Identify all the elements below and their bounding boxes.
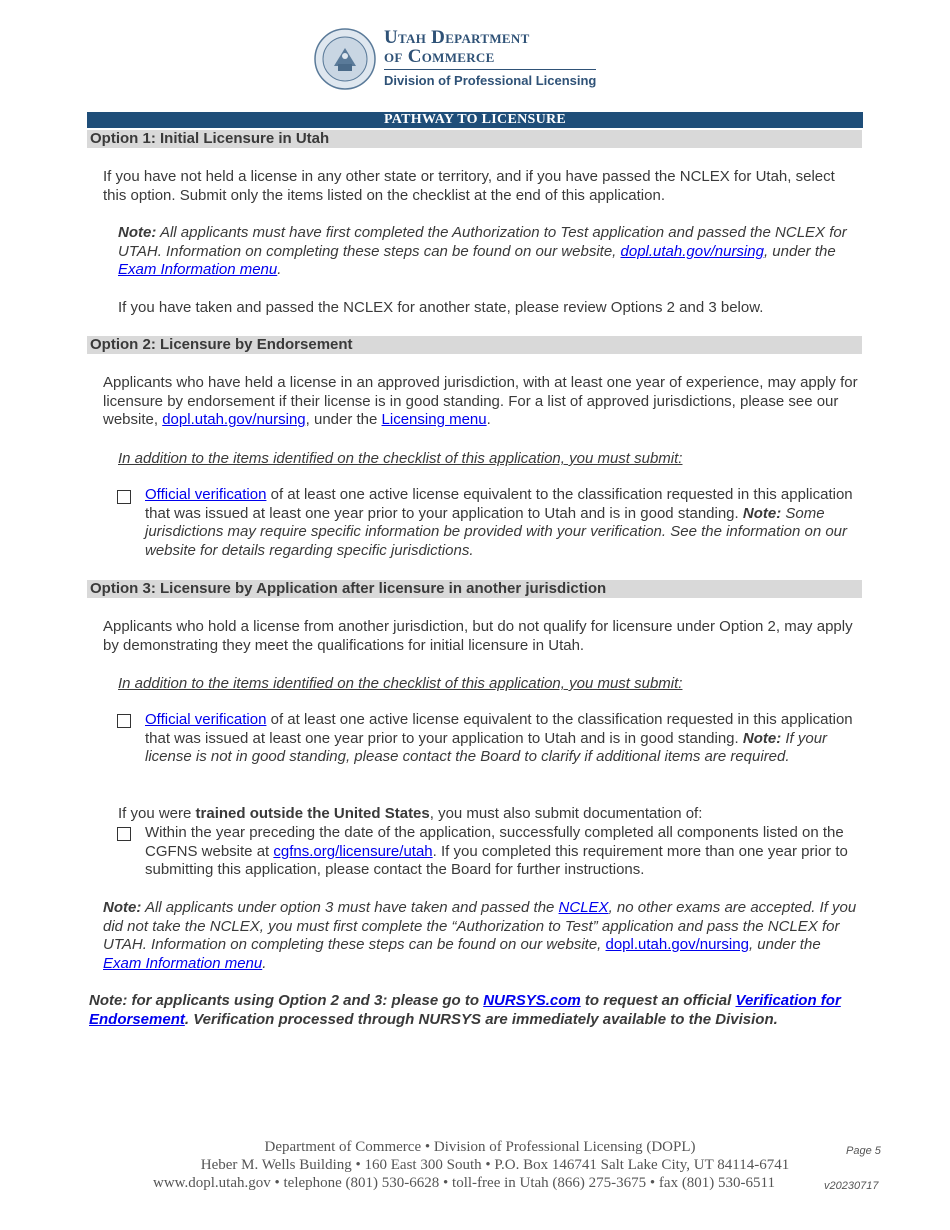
- nursys-note: [89, 992, 854, 1029]
- page-number: Page 5: [846, 1145, 881, 1157]
- option1-note: [118, 224, 858, 280]
- trained-text-a: If you were: [118, 805, 196, 822]
- pathway-banner: PATHWAY TO LICENSURE: [87, 112, 863, 128]
- dopl-logo: [314, 28, 596, 91]
- verification-note-label: Note:: [742, 504, 782, 522]
- verification-note-label: Note:: [742, 729, 782, 747]
- option3-note: [103, 899, 860, 973]
- option1-paragraph: If you have not held a license in any other state or territory, and if you have passed the NCLEX for Utah, select this option. Submit only the items listed on the checklist at the end of this application.: [103, 168, 835, 204]
- cgfns-item: [145, 824, 860, 880]
- option3-paragraph: Applicants who hold a license from another jurisdiction, but do not qualify for licensure under Option 2, may apply by demonstrating they meet the qualifications for initial licensure in Utah.: [103, 618, 853, 654]
- option3-note-label: Note:: [103, 899, 142, 916]
- nursys-note-b: to request an official: [580, 992, 736, 1009]
- option3-note-b: , no other exams are accepted. If you did not take the NCLEX, you must first complete the “Authorization to Test” application and pass the NCLEX for UTAH. Information on completing these steps can be found on our website,: [103, 899, 857, 954]
- option2-text-c: .: [486, 411, 491, 429]
- option2-text-b: , under the: [305, 411, 382, 429]
- footer-line-1: Department of Commerce • Division of Professional Licensing (DOPL): [264, 1139, 696, 1155]
- official-verification-link[interactable]: Official verification: [145, 711, 267, 728]
- verification-note-text: Some jurisdictions may require specific information be provided with your verification. See the information on our website for details regarding specific jurisdictions.: [145, 504, 848, 559]
- verification-for-endorsement-link[interactable]: Verification for Endorsement: [89, 992, 841, 1028]
- option3-verification-checkbox[interactable]: [117, 714, 131, 728]
- option2-verification-item: [145, 486, 860, 560]
- exam-info-menu-link[interactable]: Exam Information menu: [103, 954, 263, 972]
- trained-outside-us-text: [118, 805, 878, 824]
- nursys-link[interactable]: NURSYS.com: [483, 992, 581, 1009]
- nursys-note-c: . Verification processed through NURSYS are immediately available to the Division.: [184, 1010, 778, 1028]
- trained-text-b: , you must also submit documentation of:: [429, 805, 703, 822]
- option3-note-c: , under the: [748, 936, 821, 954]
- logo-line-1: Utah Department: [384, 27, 530, 48]
- verification-note-text: If your license is not in good standing, please contact the Board to clarify if additional items are required.: [145, 729, 828, 766]
- dopl-nursing-link[interactable]: dopl.utah.gov/nursing: [620, 242, 764, 260]
- trained-text-bold: trained outside the United States: [195, 805, 430, 822]
- option3-heading: Option 3: Licensure by Application after licensure in another jurisdiction: [87, 580, 862, 598]
- footer-line-3: www.dopl.utah.gov • telephone (801) 530-6628 • toll-free in Utah (866) 275-3675 • fax (801) 530-6511: [152, 1175, 775, 1191]
- verification-text: of at least one active license equivalent to the classification requested in this application that was issued at least one year prior to your application to Utah and is in good standing.: [145, 486, 853, 522]
- option2-instruction: In addition to the items identified on the checklist of this application, you must submit:: [118, 450, 683, 467]
- cgfns-text-b: . If you completed this requirement more than one year prior to submitting this application, please contact the Board for further instructions.: [145, 842, 848, 879]
- option2-heading: Option 2: Licensure by Endorsement: [87, 336, 862, 354]
- option2-verification-checkbox[interactable]: [117, 490, 131, 504]
- cgfns-text-a: Within the year preceding the date of the application, successfully completed all components listed on the CGFNS website at: [145, 824, 844, 860]
- note-mid: , under the: [763, 242, 836, 260]
- option1-paragraph-2: If you have taken and passed the NCLEX for another state, please review Options 2 and 3 below.: [118, 299, 764, 316]
- exam-info-menu-link[interactable]: Exam Information menu: [118, 261, 278, 279]
- option2-paragraph: [103, 374, 861, 430]
- option3-verification-item: [145, 711, 860, 767]
- version-number: v20230717: [824, 1180, 879, 1192]
- logo-line-2: of Commerce: [384, 46, 495, 67]
- dopl-nursing-link[interactable]: dopl.utah.gov/nursing: [605, 936, 749, 954]
- option3-note-d: .: [262, 954, 267, 972]
- utah-state-seal-icon: [314, 28, 376, 90]
- official-verification-link[interactable]: Official verification: [145, 486, 267, 503]
- note-text: All applicants must have first completed the Authorization to Test application and passed the NCLEX for UTAH. Information on completing these steps can be found on our website,: [118, 224, 847, 260]
- cgfns-link[interactable]: cgfns.org/licensure/utah: [273, 842, 433, 860]
- option2-text-a: Applicants who have held a license in an approved jurisdiction, with at least one year of experience, may apply for licensure by endorsement if their license is in good standing. For a list of approved jurisdictions, please see our website,: [103, 374, 858, 429]
- option3-instruction: In addition to the items identified on the checklist of this application, you must submit:: [118, 675, 683, 692]
- note-label: Note:: [118, 224, 157, 241]
- licensing-menu-link[interactable]: Licensing menu: [381, 411, 487, 429]
- option1-heading: Option 1: Initial Licensure in Utah: [87, 130, 862, 148]
- note-end: .: [277, 261, 282, 279]
- logo-line-3: Division of Professional Licensing: [384, 69, 596, 91]
- nursys-note-a: Note: for applicants using Option 2 and 3: please go to: [89, 992, 484, 1009]
- cgfns-checkbox[interactable]: [117, 827, 131, 841]
- option3-note-a: All applicants under option 3 must have taken and passed the: [141, 899, 559, 916]
- nclex-link[interactable]: NCLEX: [558, 899, 609, 916]
- dopl-nursing-link[interactable]: dopl.utah.gov/nursing: [162, 411, 306, 429]
- verification-text: of at least one active license equivalent to the classification requested in this application that was issued at least one year prior to your application to Utah and is in good standing.: [145, 711, 853, 747]
- footer-line-2: Heber M. Wells Building • 160 East 300 South • P.O. Box 146741 Salt Lake City, UT 84114-6741: [200, 1157, 790, 1173]
